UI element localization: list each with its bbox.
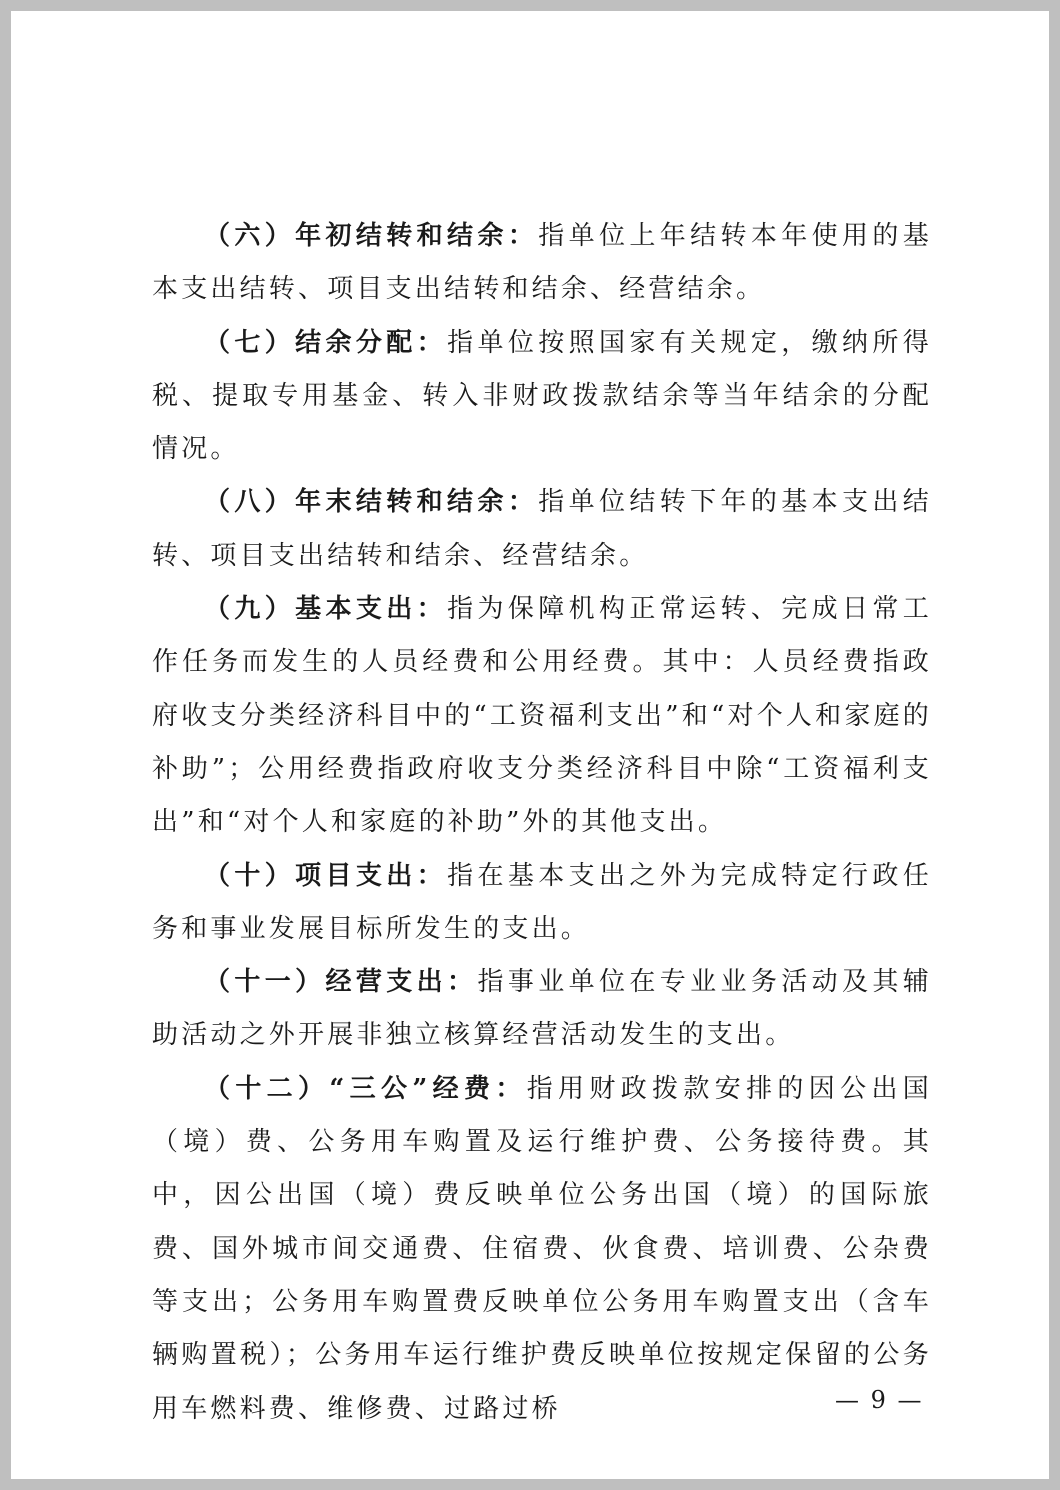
term-heading: （十一）经营支出： bbox=[204, 967, 478, 998]
term-heading: （九）基本支出： bbox=[204, 594, 448, 625]
paragraph-item-6 bbox=[152, 210, 932, 317]
term-definition: 指单位按照国家有关规定，缴纳所得税、提取专用基金、转入非财政拨款结余等当年结余的分配情况。 bbox=[152, 327, 932, 465]
term-definition: 指为保障机构正常运转、完成日常工作任务而发生的人员经费和公用经费。其中：人员经费指政府收支分类经济科目中的“工资福利支出”和“对个人和家庭的补助”；公用经费指政府收支分类经济科目中除“工资福利支出”和“对个人和家庭的补助”外的其他支出。 bbox=[152, 594, 932, 838]
term-heading: （十）项目支出： bbox=[204, 860, 448, 891]
page-number: — 9 — bbox=[835, 1386, 924, 1414]
term-definition: 指用财政拨款安排的因公出国（境）费、公务用车购置及运行维护费、公务接待费。其中，因公出国（境）费反映单位公务出国（境）的国际旅费、国外城市间交通费、住宿费、伙食费、培训费、公杂费等支出；公务用车购置费反映单位公务用车购置支出（含车辆购置税）；公务用车运行维护费反映单位按规定保留的公务用车燃料费、维修费、过路过桥 bbox=[152, 1073, 932, 1424]
term-definition: 指在基本支出之外为完成特定行政任务和事业发展目标所发生的支出。 bbox=[152, 860, 932, 944]
term-heading: （七）结余分配： bbox=[204, 327, 448, 358]
term-definition: 指单位上年结转本年使用的基本支出结转、项目支出结转和结余、经营结余。 bbox=[152, 221, 932, 305]
term-heading: （十二）“三公”经费： bbox=[204, 1073, 527, 1104]
paragraph-item-7 bbox=[152, 317, 932, 477]
term-definition: 指事业单位在专业业务活动及其辅助活动之外开展非独立核算经营活动发生的支出。 bbox=[152, 967, 932, 1051]
paragraph-item-9 bbox=[152, 583, 932, 849]
document-page bbox=[11, 11, 1049, 1479]
paragraph-item-10 bbox=[152, 850, 932, 957]
paragraph-item-8 bbox=[152, 476, 932, 583]
paragraph-item-11 bbox=[152, 956, 932, 1063]
paragraph-item-12 bbox=[152, 1063, 932, 1436]
term-heading: （六）年初结转和结余： bbox=[204, 221, 539, 251]
term-definition: 指单位结转下年的基本支出结转、项目支出结转和结余、经营结余。 bbox=[152, 487, 932, 571]
document-body bbox=[152, 210, 932, 1436]
term-heading: （八）年末结转和结余： bbox=[204, 487, 539, 518]
